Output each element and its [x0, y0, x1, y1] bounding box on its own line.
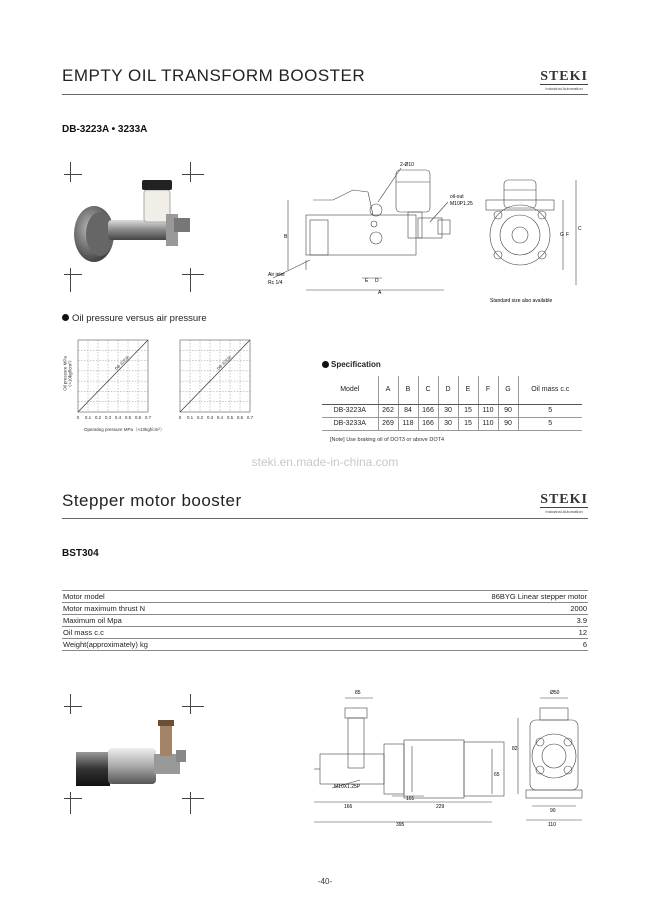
dim-g-label: G: [560, 232, 564, 238]
series-line: [78, 340, 148, 412]
x-tick-label: 0.5: [124, 415, 132, 420]
spec-header-g: G: [498, 376, 518, 404]
x-tick-label: 0.6: [134, 415, 142, 420]
dim-395-label: 395: [396, 822, 405, 828]
holes-label: 2-Ø10: [400, 162, 414, 168]
divider: [62, 94, 588, 95]
table-row: Weight(approximately) kg 6: [63, 640, 587, 649]
x-tick-label: 0.2: [196, 415, 204, 420]
section-title-stepper: Stepper motor booster: [62, 491, 242, 510]
dim-c-label: C: [578, 226, 582, 232]
x-tick-label: 0.7: [246, 415, 254, 420]
dim-d-label: D: [375, 278, 379, 284]
x-tick-label: 0.7: [144, 415, 152, 420]
dim-166-label: 166: [344, 804, 353, 810]
x-tick-label: 0.3: [104, 415, 112, 420]
chart-section-title: Oil pressure versus air pressure: [62, 313, 207, 324]
x-tick-label: 0.4: [216, 415, 224, 420]
spec-title: Specification: [322, 360, 381, 369]
steki-logo: STEKI Industrial Automation: [540, 69, 588, 91]
dim-a-label: A: [378, 290, 382, 296]
x-tick-label: 0.4: [114, 415, 122, 420]
spec-header-model: Model: [322, 376, 378, 404]
dim-65-label: 65: [494, 772, 500, 778]
dim-82-label: 82: [512, 746, 518, 752]
x-tick-label: 0.1: [186, 415, 194, 420]
dim-101-label: 101: [406, 796, 415, 802]
bullet-icon: [62, 314, 69, 321]
series-line: [180, 340, 250, 412]
table-row: Oil mass c.c 12: [63, 628, 587, 637]
table-row: Maximum oil Mpa 3.9: [63, 616, 587, 625]
spec-note: [Note] Use braking oil of DOT3 or above DOT4: [330, 437, 445, 443]
table-row: DB-3223A 262 84 166 30 15 110 90 5: [322, 404, 582, 417]
spec-header-e: E: [458, 376, 478, 404]
booster-technical-drawing: [258, 160, 598, 310]
stepper-photo: [64, 694, 204, 814]
dim-85-label: 85: [355, 690, 361, 696]
x-tick-label: 0.3: [206, 415, 214, 420]
watermark: steki.en.made-in-china.com: [251, 455, 399, 469]
m10-thread-label: M10X1.25P: [334, 784, 361, 790]
table-row: DB-3233A 269 118 166 30 15 110 90 5: [322, 417, 582, 430]
x-tick-label: 0.5: [226, 415, 234, 420]
page-number: -40-: [317, 877, 333, 886]
section-title-booster: EMPTY OIL TRANSFORM BOOSTER: [62, 66, 366, 85]
dim-f-label: F: [566, 232, 570, 238]
x-tick-label: 0.2: [94, 415, 102, 420]
dim-229-label: 229: [436, 804, 445, 810]
bullet-icon: [322, 361, 329, 368]
spec-header-f: F: [478, 376, 498, 404]
booster-photo: [64, 162, 204, 292]
chart-xlabel: Operating pressure MPa（×10kgf/cm²）: [84, 427, 165, 432]
rc-label: Rc 1/4: [268, 280, 283, 286]
chart-ylabel: Oil pressure MPa（×10kgf/cm²）: [62, 356, 73, 391]
dim-e-label: E: [365, 278, 369, 284]
x-tick-label: 0: [76, 415, 80, 420]
x-tick-label: 0.6: [236, 415, 244, 420]
motor-spec-table: [62, 590, 588, 651]
series-label: DB-3233A: [215, 354, 233, 371]
spec-header-b: B: [398, 376, 418, 404]
dim-90-label: 90: [550, 808, 556, 814]
stepper-technical-drawing: [300, 684, 600, 834]
spec-header-a: A: [378, 376, 398, 404]
table-row: Motor maximum thrust N 2000: [63, 604, 587, 613]
dim-d50-label: Ø50: [550, 690, 560, 696]
table-row: Motor model 86BYG Linear stepper motor: [63, 592, 587, 601]
steki-logo: STEKI Industrial Automation: [540, 492, 588, 514]
air-inlet-label: Air inlet: [268, 272, 285, 278]
x-tick-label: 0.1: [84, 415, 92, 420]
series-label: DB-3223A: [113, 354, 131, 371]
standard-size-note: Standard size also available: [490, 298, 553, 304]
model-title-db: DB-3223A • 3233A: [62, 124, 148, 135]
oil-out-label: oil-out: [450, 194, 464, 200]
spec-table: [322, 376, 582, 431]
spec-header-c: C: [418, 376, 438, 404]
spec-header-oil: Oil mass c.c: [518, 376, 582, 404]
x-tick-label: 0: [178, 415, 182, 420]
dim-110-label: 110: [548, 822, 556, 828]
pressure-charts: [72, 336, 272, 426]
thread-label: M10P1.25: [450, 201, 473, 207]
spec-header-d: D: [438, 376, 458, 404]
model-title-bst: BST304: [62, 548, 99, 559]
dim-b-label: B: [284, 234, 288, 240]
divider: [62, 518, 588, 519]
